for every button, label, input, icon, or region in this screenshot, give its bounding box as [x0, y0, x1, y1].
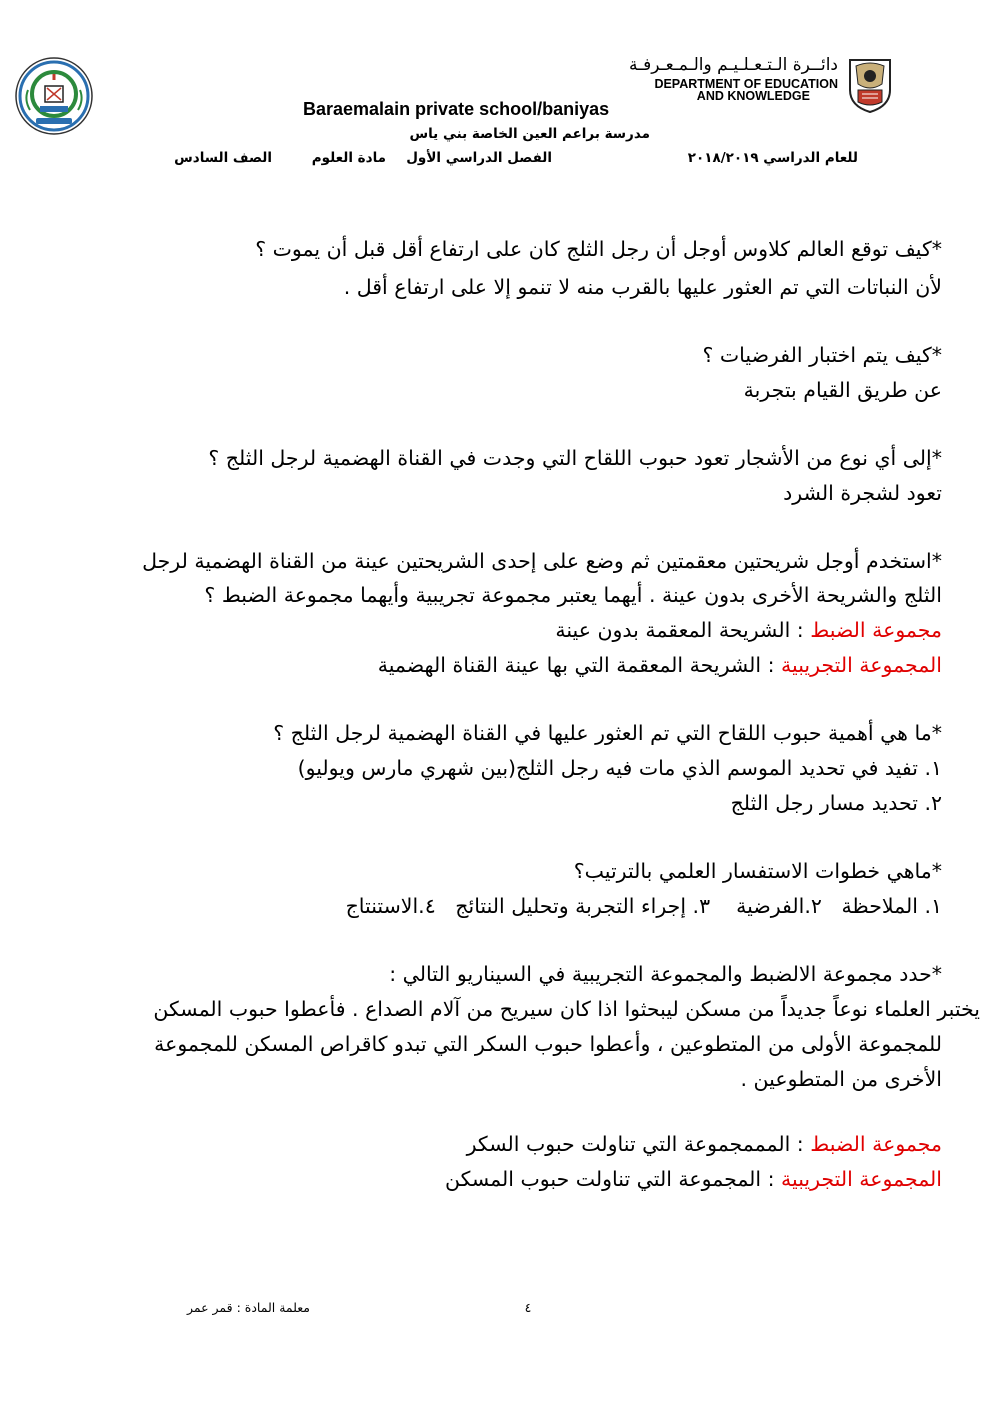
department-name-en-1: DEPARTMENT OF EDUCATION: [654, 77, 838, 91]
control-group-answer: : الشريحة المعقمة بدون عينة: [555, 618, 811, 642]
department-logo: [842, 56, 898, 114]
scenario-line-3: الأخرى من المتطوعين .: [740, 1067, 942, 1091]
grade: الصف السادس: [174, 150, 272, 166]
scenario-line-1: يختبر العلماء نوعاً جديداً من مسكن ليبحثوا اذا كان سيريح من آلام الصداع . فأعطوا حبوب المسكن: [153, 997, 980, 1021]
control-group-label: مجموعة الضبط: [810, 618, 942, 642]
department-name-ar: دائــرة الـتـعـلـيـم والـمـعـرفـة: [629, 55, 838, 75]
page-number: ٤: [524, 1300, 532, 1315]
experimental-group-answer: : المجموعة التي تناولت حبوب المسكن: [444, 1167, 782, 1191]
question-3: *إلى أي نوع من الأشجار تعود حبوب اللقاح التي وجدت في القناة الهضمية لرجل الثلج ؟: [208, 446, 942, 470]
scenario-line-2: للمجموعة الأولى من المتطوعين ، وأعطوا حبوب السكر التي تبدو كاقراص المسكن للمجموعة: [154, 1032, 942, 1056]
department-text: [629, 55, 838, 103]
subject: مادة العلوم: [311, 150, 386, 166]
question-4-line-1: *استخدم أوجل شريحتين معقمتين ثم وضع على إحدى الشريحتين عينة من القناة الهضمية لرجل: [142, 549, 942, 573]
answer-3: تعود لشجرة الشرد: [783, 481, 942, 505]
q4-control-group: [40, 613, 942, 647]
control-group-label: مجموعة الضبط: [810, 1132, 942, 1156]
question-5: *ما هي أهمية حبوب اللقاح التي تم العثور عليها في القناة الهضمية لرجل الثلج ؟: [273, 721, 942, 745]
question-2: *كيف يتم اختبار الفرضيات ؟: [702, 343, 942, 367]
question-4-line-2: الثلج والشريحة الأخرى بدون عينة . أيهما يعتبر مجموعة تجريبية وأيهما مجموعة الضبط ؟: [204, 583, 942, 607]
department-name-en-2: AND KNOWLEDGE: [696, 89, 810, 103]
q4-experimental-group: [40, 648, 942, 682]
answer-6: ١. الملاحظة ٢.الفرضية ٣. إجراء التجربة وتحليل النتائج ٤.الاستنتاج: [345, 894, 942, 918]
q7-experimental-group: [40, 1162, 942, 1196]
q7-control-group: [40, 1127, 942, 1161]
school-name-ar: مدرسة براعم العين الخاصة بني ياس: [409, 126, 650, 142]
question-7: *حدد مجموعة الالضبط والمجموعة التجريبية في السيناريو التالي :: [389, 962, 942, 986]
teacher-name: معلمة المادة : قمر عمر: [186, 1300, 310, 1315]
experimental-group-label: المجموعة التجريبية: [781, 1167, 942, 1191]
experimental-group-label: المجموعة التجريبية: [781, 653, 942, 677]
experimental-group-answer: : الشريحة المعقمة التي بها عينة القناة الهضمية: [377, 653, 782, 677]
answer-5-1: ١. تفيد في تحديد الموسم الذي مات فيه رجل الثلج(بين شهري مارس ويوليو): [297, 756, 942, 780]
school-name-en: Baraemalain private school/baniyas: [303, 99, 610, 119]
semester: الفصل الدراسي الأول: [406, 150, 552, 166]
question-6: *ماهي خطوات الاستفسار العلمي بالترتيب؟: [573, 859, 942, 883]
academic-year: للعام الدراسي ٢٠١٨/٢٠١٩: [687, 150, 858, 166]
answer-2: عن طريق القيام بتجربة: [743, 378, 942, 402]
answer-1: لأن النباتات التي تم العثور عليها بالقرب منه لا تنمو إلا على ارتفاع أقل .: [343, 275, 942, 299]
school-logo: [14, 56, 94, 136]
answer-5-2: ٢. تحديد مسار رجل الثلج: [730, 791, 942, 815]
question-1: *كيف توقع العالم كلاوس أوجل أن رجل الثلج كان على ارتفاع أقل قبل أن يموت ؟: [255, 237, 942, 261]
control-group-answer: : المممجموعة التي تناولت حبوب السكر: [466, 1132, 811, 1156]
